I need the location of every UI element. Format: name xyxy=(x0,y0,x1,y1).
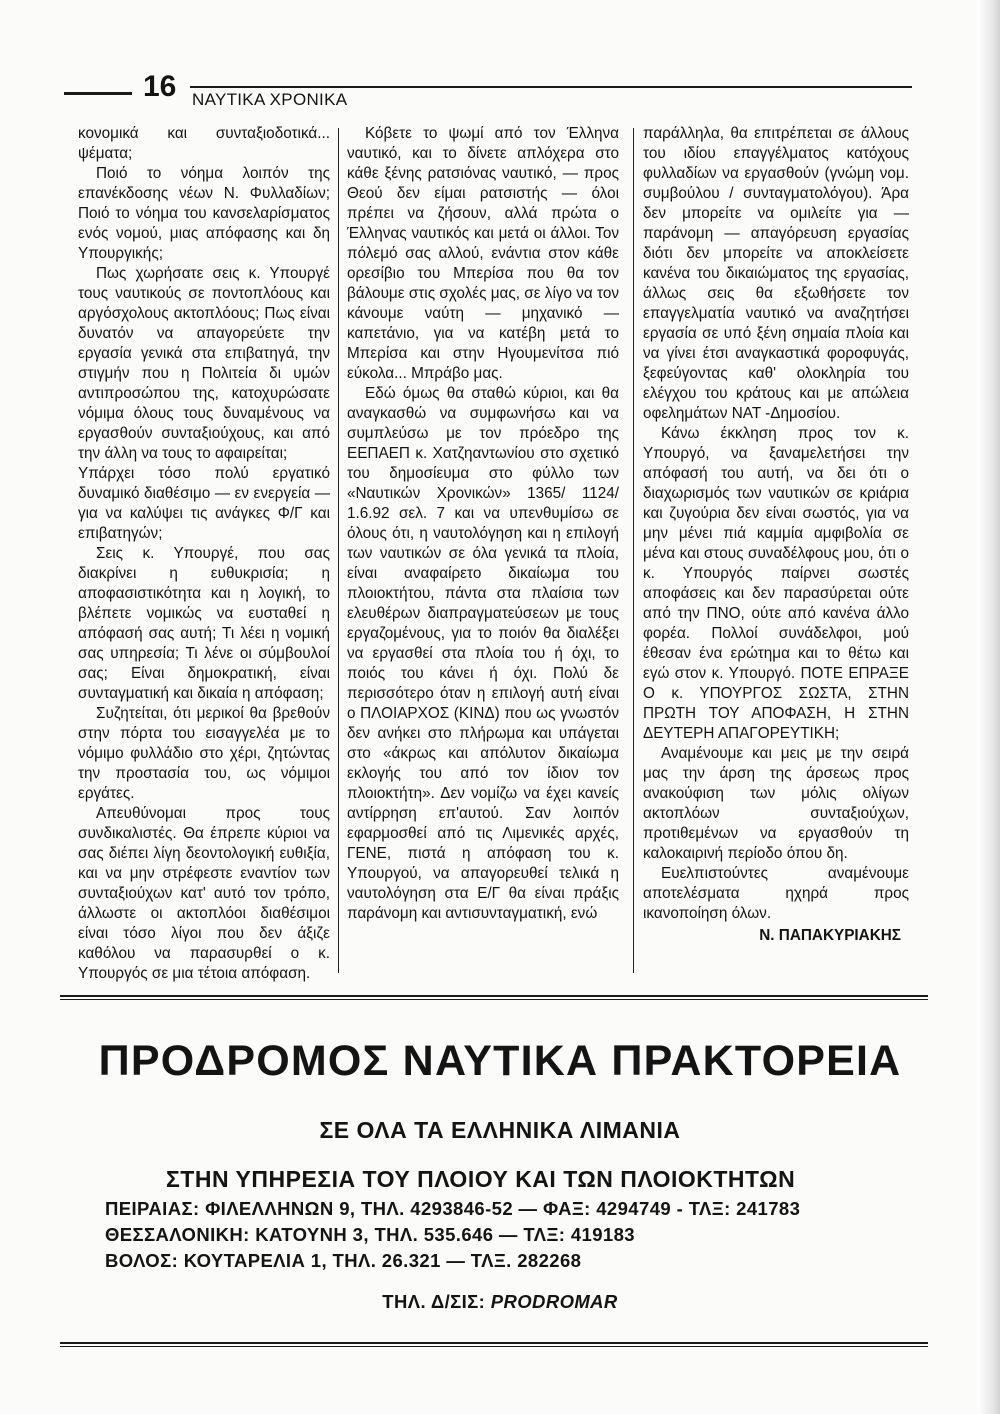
paragraph: Υπάρχει τόσο πολύ εργατικό δυναμικό διαθέσιμο — εν ενεργεία — για να καλύψει τις ανάγκες Φ/Γ και επιβατηγών; xyxy=(78,465,330,542)
header-rule-right xyxy=(190,86,912,88)
advert-telegraph xyxy=(0,1291,1000,1313)
paragraph: Κάνω έκκληση προς τον κ. Υπουργό, να ξαναμελετήσει την απόφασή του αυτή, να δει ότι ο διαχωρισμός των ναυτικών σε κριάρια και ζυγούρια δεν είναι σωστός, για να μην μένει πιά καμμία αμφιβολία σε μένα και στους συναδέλφους μου, ότι ο κ. Υπουργός παίρνει σωστές αποφάσεις και δεν παρασύρεται ούτε από την ΠΝΟ, ούτε από κανένα άλλο φορέα. Πολλοί συνάδελφοι, μού έθεσαν ένα ερώτημα και το θέτω και εγώ στον κ. Υπουργό. ΠΟΤΕ ΕΠΡΑΞΕ Ο κ. ΥΠΟΥΡΓΟΣ ΣΩΣΤΑ, ΣΤΗΝ ΠΡΩΤΗ ΤΟΥ ΑΠΟΦΑΣΗ, Η ΣΤΗΝ ΔΕΥΤΕΡΗ ΑΠΑΓΟΡΕΥΤΙΚΗ; xyxy=(643,425,909,742)
advert-subtitle: ΣΕ ΟΛΑ ΤΑ ΕΛΛΗΝΙΚΑ ΛΙΜΑΝΙΑ xyxy=(319,1117,681,1143)
telegraph-label: ΤΗΛ. Δ/ΣΙΣ: xyxy=(382,1291,486,1312)
advert-office-piraeus: ΠΕΙΡΑΙΑΣ: ΦΙΛΕΛΛΗΝΩΝ 9, ΤΗΛ. 4293846-52 — ΦΑΞ: 4294749 - ΤΛΞ: 241783 xyxy=(105,1198,801,1219)
paragraph: Κόβετε το ψωμί από τον Έλληνα ναυτικό, και το δίνετε απλόχερα στο κάθε ξένης ρατσιόνας ναυτικό, — προς Θεού δεν είμαι ρατσιστής — όλοι πρέπει να ζήσουν, αλλά πρώτα ο Έλληνας ναυτικός και μετά οι άλλοι. Τον πόλεμό σας αλλού, ενάντια στον κάθε ορεσίβιο του Μπερίσα που θα τον βάλουμε στις σχολές μας, σε λίγο να τον κάνουμε ναύτη — μηχανικό — καπετάνιο, για να κατέβη μετά το Μπερίσα και στην Ηγουμενίτσα πιό εύκολα... Μπράβο μας. xyxy=(347,125,619,382)
advert-subtitle: ΣΤΗΝ ΥΠΗΡΕΣΙΑ ΤΟΥ ΠΛΟΙΟΥ ΚΑΙ ΤΩΝ ΠΛΟΙΟΚΤΗΤΩΝ xyxy=(166,1166,796,1192)
advert-office-thessaloniki: ΘΕΣΣΑΛΟΝΙΚΗ: ΚΑΤΟΥΝΗ 3, ΤΗΛ. 535.646 — ΤΛΞ: 419183 xyxy=(105,1224,635,1245)
advert-office-volos: ΒΟΛΟΣ: ΚΟΥΤΑΡΕΛΙΑ 1, ΤΗΛ. 26.321 — ΤΛΞ. 282268 xyxy=(105,1250,582,1271)
paragraph: παράλληλα, θα επιτρέπεται σε άλλους του ιδίου επαγγέλματος κατόχους φυλλαδίων να εργασθούν (γνώμη νομ. συμβούλου / συνταγματολόγου). Άρα δεν μπορείτε να ομιλείτε για — παράνομη — απαγόρευση εργασίας διότι δεν μπορείτε να αποκλείσετε κανένα του δικαιώματος της εργασίας, άλλως σεις θα εξωθήσετε τον επαγγελματία ναυτικό να αναζητήσει εργασία σε υπό ξένη σημαία πλοία και να γίνει έτσι αναγκαστικά φοροφυγάς, ξεφεύγοντας καθ' ολοκληρία του ελέγχου του κράτους και με απώλεια οφελημάτων ΝΑΤ -Δημοσίου. xyxy=(643,125,909,422)
paragraph: Σεις κ. Υπουργέ, που σας διακρίνει η ευθυκρισία; η αποφασιστικότητα και η λογική, το βλέπετε νομικώς να ευσταθεί η απόφασή σας αυτή; Τι λέει η νομική σας υπηρεσία; Τι λένε οι σύμβουλοί σας; Είναι δημοκρατική, είναι συνταγματική και δικαία η απόφαση; xyxy=(78,545,330,702)
telegraph-value: PRODROMAR xyxy=(490,1291,618,1312)
scan-edge-shadow xyxy=(978,0,1000,1414)
paragraph: Απευθύνομαι προς τους συνδικαλιστές. Θα έπρεπε κύριοι να σας διέπει λίγη δεοντολογική ευθιξία, και να μην στρέφεστε εναντίον των συνταξιούχων κατ' αυτό τον τρόπο, άλλωστε οι ακτοπλόοι διαθέσιμοι είναι τόσο λίγοι που δεν άξιζε καθόλου να παρασυρθεί ο κ. Υπουργός σε μια τέτοια απόφαση. xyxy=(78,805,330,982)
article-column-1 xyxy=(78,124,330,984)
advert-top-rule xyxy=(60,995,928,1000)
article-column-3 xyxy=(643,124,909,946)
page-number: 16 xyxy=(143,70,177,103)
paragraph: Αναμένουμε και μεις με την σειρά μας την άρση της άρσεως προς ανακούφιση των μόλις ολίγων ακτοπλόων συνταξιούχων, προτιθεμένων να εργασθούν τη καλοκαιρινή περίοδο όπου δη. xyxy=(643,745,909,862)
paragraph: Εδώ όμως θα σταθώ κύριοι, και θα αναγκασθώ να συμφωνήσω και να συμπλεύσω με τον πρόεδρο της ΕΕΠΑΕΠ κ. Χατζηαντωνίου στο σχετικό του δημοσίευμα στο φύλλο των «Ναυτικών Χρονικών» 1365/ 1124/ 1.6.92 σελ. 7 και να υπενθυμίσω σε όλους ότι, η ναυτολόγηση και η επιλογή των ναυτικών σε όλα γενικά τα πλοία, είναι αναφαίρετο δικαίωμα του πλοιοκτήτου, πάντα στα πλαίσια των ελευθέρων διαπραγματεύσεων με τους εργαζομένους, για το ποιόν θα διαλέξει να εργασθεί στα πλοία του ή όχι, το ποιός του κάνει ή όχι. Πολύ δε περισσότερο όταν η επιλογή αυτή είναι ο ΠΛΟΙΑΡΧΟΣ (ΚΙΝΔ) που ως γνωστόν δεν ανήκει στο πλήρωμα και υπάγεται στο «άκρως και απόλυτον δικαίωμα εκλογής του από τον ίδιον τον πλοιοκτήτη». Δεν νομίζω να έχει κανείς αντίρρηση επ'αυτού. Σαν λοιπόν εφαρμοσθεί από τις Λιμενικές αρχές, ΓΕΝΕ, πιστά η απόφαση του κ. Υπουργού, να απαγορευθεί τελικά η ναυτολόγηση στα Ε/Γ θα είναι πράξις παράνομη και αντισυνταγματική, ενώ xyxy=(347,385,619,922)
advert-bottom-rule xyxy=(60,1342,928,1347)
paragraph: κονομικά και συνταξιοδοτικά... ψέματα; xyxy=(78,125,330,162)
author-signature: Ν. ΠΑΠΑΚΥΡΙΑΚΗΣ xyxy=(759,927,901,944)
column-divider xyxy=(633,128,634,973)
column-divider xyxy=(338,128,339,973)
paragraph: Πως χωρήσατε σεις κ. Υπουργέ τους ναυτικούς σε ποντοπλόους και αργόσχολους ακτοπλόους; Πως είναι δυνατόν να απαγορεύετε την εργασία γενικά στα επιβατηγά, την στιγμήν που η Πολιτεία δι υμών αντιπροσώπου της, κατοχυρώσατε νόμιμα όλους τους δυναμένους να εργασθούν συνταξιούχους, και από την άλλη να τους το αφαιρείται; xyxy=(78,265,330,462)
advert-title: ΠΡΟΔΡΟΜΟΣ ΝΑΥΤΙΚΑ ΠΡΑΚΤΟΡΕΙΑ xyxy=(98,1037,902,1085)
running-title: ΝΑΥΤΙΚΑ ΧΡΟΝΙΚΑ xyxy=(192,90,348,109)
paragraph: Ποιό το νόημα λοιπόν της επανέκδοσης νέων Ν. Φυλλαδίων; Ποιό το νόημα του κανσελαρίσματος ενός νομού, μιας απόφασης και δη Υπουργικής; xyxy=(78,165,330,262)
article-column-2 xyxy=(347,124,619,924)
header-rule-left xyxy=(64,92,132,95)
paragraph: Ευελπιστούντες αναμένουμε αποτελέσματα ηχηρά προς ικανοποίηση όλων. xyxy=(643,865,909,922)
paragraph: Συζητείται, ότι μερικοί θα βρεθούν στην πόρτα του εισαγγελέα με το νόμιμο φυλλάδιο στο χέρι, ζητώντας την προστασία του, ως νόμιμοι εργάτες. xyxy=(78,705,330,802)
